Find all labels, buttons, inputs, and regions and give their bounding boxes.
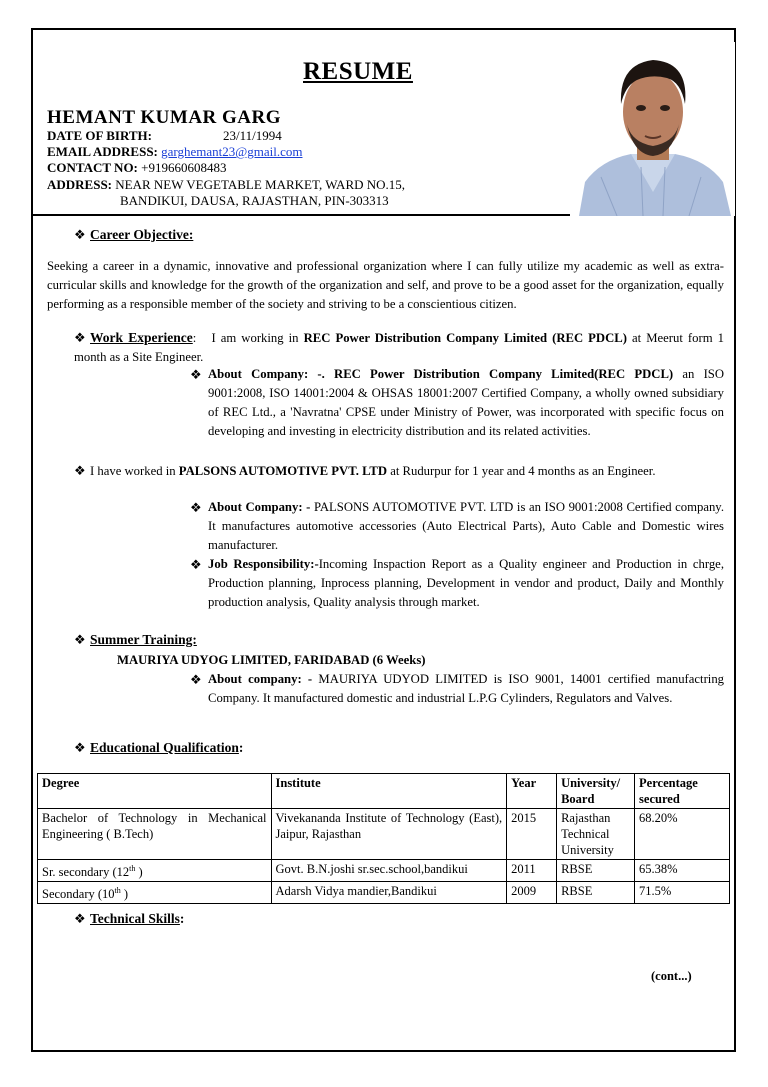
header-divider — [33, 214, 570, 216]
table-row — [38, 860, 730, 882]
work-experience-heading: Work Experience — [90, 330, 193, 345]
training-company: MAURIYA UDYOG LIMITED, FARIDABAD (6 Weeks) — [117, 653, 426, 667]
diamond-bullet-icon: ❖ — [74, 740, 86, 755]
work-intro-pre: I am working in — [211, 331, 299, 345]
table-row — [38, 809, 730, 860]
diamond-bullet-icon: ❖ — [74, 911, 86, 926]
page-title: RESUME — [303, 58, 413, 85]
dob-line — [47, 128, 282, 144]
contact-line — [47, 160, 226, 176]
diamond-bullet-icon: ❖ — [190, 500, 202, 515]
about-palsons: About Company: - PALSONS AUTOMOTIVE PVT. LTD is an ISO 9001:2008 Certified company. It manufactures automotive accessories (Auto Electrical Parts), Auto Cable and Domestic wires manufacturer. — [208, 500, 725, 552]
institute-cell: Vivekananda Institute of Technology (East), Jaipur, Rajasthan — [271, 809, 507, 860]
dob-value: 23/11/1994 — [223, 128, 282, 143]
degree-cell: Secondary (10th ) — [38, 882, 272, 904]
institute-cell: Govt. B.N.joshi sr.sec.school,bandikui — [271, 860, 507, 882]
header-institute: Institute — [271, 774, 507, 809]
percentage-cell: 71.5% — [635, 882, 730, 904]
board-cell: RBSE — [557, 860, 635, 882]
diamond-bullet-icon: ❖ — [190, 672, 202, 687]
about-rec-pdcl: About Company: -. REC Power Distribution Company Limited(REC PDCL) an ISO 9001:2008, ISO 14001:2004 & OHSAS 18001:2007 Certified Company, a wholly owned subsidiary of REC Ltd., a 'Navratna' CPSE under Ministry of Power, was incorporated with specific focus on developing and investing in electricity distribution and its related activities. — [208, 367, 725, 438]
table-header-row — [38, 774, 730, 809]
diamond-bullet-icon: ❖ — [74, 632, 86, 647]
candidate-name: HEMANT KUMAR GARG — [47, 107, 282, 128]
year-cell: 2015 — [507, 809, 557, 860]
continued-note: (cont...) — [651, 969, 692, 983]
diamond-bullet-icon: ❖ — [74, 227, 86, 242]
percentage-cell: 68.20% — [635, 809, 730, 860]
previous-company: PALSONS AUTOMOTIVE PVT. LTD — [178, 464, 388, 478]
summer-training-heading: ❖ Summer Training: — [74, 632, 197, 647]
board-cell: RBSE — [557, 882, 635, 904]
education-heading: ❖ Educational Qualification: — [74, 740, 244, 755]
header-degree: Degree — [38, 774, 272, 809]
education-table — [37, 773, 730, 904]
year-cell: 2011 — [507, 860, 557, 882]
work-intro-company: REC Power Distribution Company Limited (REC PDCL) — [303, 331, 627, 345]
address-label: ADDRESS: — [47, 177, 113, 192]
work-intro-post: at Meerut form 1 month as a Site Engineer. — [74, 331, 724, 364]
address-line-1: NEAR NEW VEGETABLE MARKET, WARD NO.15, — [115, 177, 406, 192]
career-objective-heading: ❖ Career Objective: — [74, 227, 194, 242]
work-experience-block: ❖ Work Experience: I am working in REC Power Distribution Company Limited (REC PDCL) at Meerut form 1 month as a Site Engineer. — [74, 330, 724, 364]
address-line-2: BANDIKUI, DAUSA, RAJASTHAN, PIN-303313 — [120, 193, 389, 208]
profile-photo — [571, 42, 735, 216]
dob-label: DATE OF BIRTH: — [47, 128, 152, 143]
board-cell: Rajasthan Technical University — [557, 809, 635, 860]
career-objective-text: Seeking a career in a dynamic, innovative and professional organization where I can fully utilize my academic as well as extra-curricular skills and knowledge for the growth of the organization and self, and prove to be a good asset for the organization, equally performing as a responsible member of the society and striving to be a conscientious citizen. — [47, 259, 724, 311]
diamond-bullet-icon: ❖ — [190, 367, 202, 382]
header-percentage: Percentage secured — [635, 774, 730, 809]
about-mauriya: About company: - MAURIYA UDYOD LIMITED is ISO 9001, 14001 certified manufactring Company. It manufactured domestic and industrial L.P.G Cylinders, Regulators and Valves. — [208, 672, 725, 705]
diamond-bullet-icon: ❖ — [74, 330, 86, 345]
job-responsibility: Job Responsibility:-Incoming Inspaction Report as a Quality engineer and Production in chrge, Production planning, Inprocess planning, Development in vendor and product, Daily and Monthly production analysis, Quality analysis through market. — [208, 557, 724, 609]
degree-cell: Sr. secondary (12th ) — [38, 860, 272, 882]
table-row — [38, 882, 730, 904]
percentage-cell: 65.38% — [635, 860, 730, 882]
previous-work-block: ❖ I have worked in PALSONS AUTOMOTIVE PVT. LTD at Rudurpur for 1 year and 4 months as an Engineer. — [74, 463, 656, 478]
diamond-bullet-icon: ❖ — [74, 463, 86, 478]
year-cell: 2009 — [507, 882, 557, 904]
address-line — [47, 177, 405, 193]
institute-cell: Adarsh Vidya mandier,Bandikui — [271, 882, 507, 904]
header-year: Year — [507, 774, 557, 809]
degree-cell: Bachelor of Technology in Mechanical Engineering ( B.Tech) — [38, 809, 272, 860]
email-link[interactable]: garghemant23@gmail.com — [161, 144, 303, 159]
contact-label: CONTACT NO: — [47, 160, 138, 175]
diamond-bullet-icon: ❖ — [190, 557, 202, 572]
header-board: University/ Board — [557, 774, 635, 809]
email-line — [47, 144, 302, 160]
contact-value: +919660608483 — [141, 160, 227, 175]
email-label: EMAIL ADDRESS: — [47, 144, 158, 159]
technical-skills-heading: ❖ Technical Skills: — [74, 911, 185, 926]
